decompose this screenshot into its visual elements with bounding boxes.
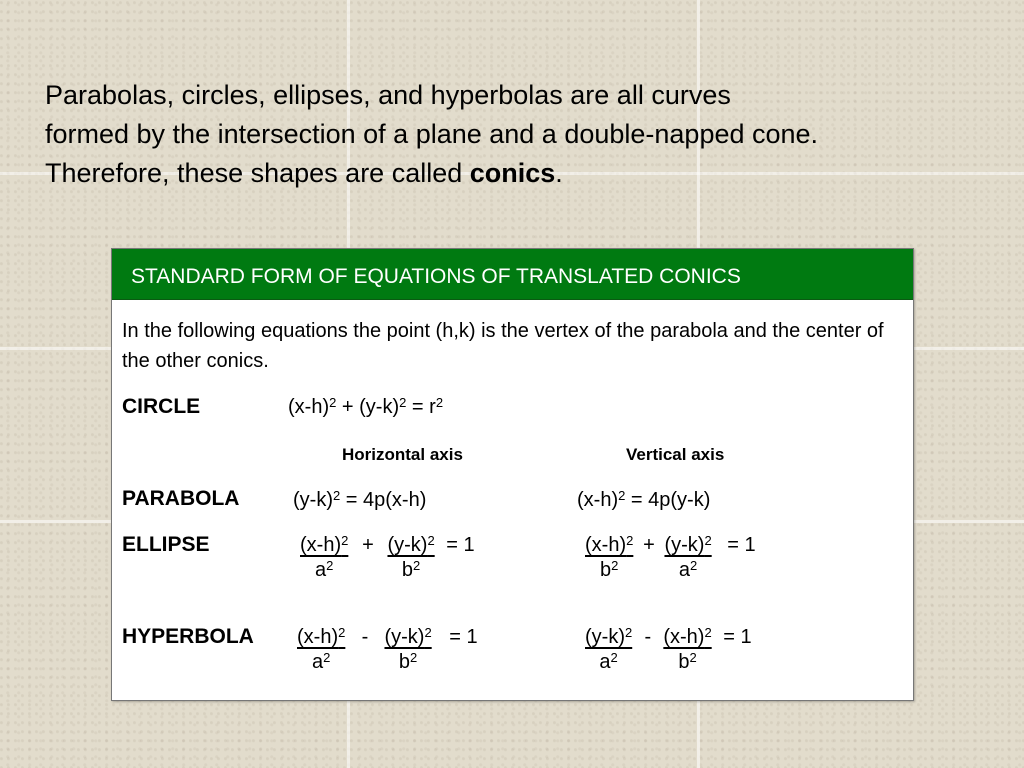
fraction bbox=[585, 534, 633, 582]
fraction bbox=[297, 626, 345, 674]
fraction bbox=[387, 534, 434, 582]
parabola-v-left: (x-h) bbox=[577, 489, 619, 511]
equals-one: = 1 bbox=[727, 534, 756, 556]
operator: - bbox=[644, 626, 652, 648]
conics-formula-box bbox=[111, 248, 914, 701]
denominator: $a^2$ bbox=[678, 558, 698, 581]
fraction bbox=[384, 626, 431, 674]
circle-term-y: + (y-k) bbox=[336, 396, 400, 418]
parabola-v-right: = 4p(y-k) bbox=[625, 489, 711, 511]
fraction bbox=[585, 626, 632, 674]
hyperbola-horizontal-equation bbox=[297, 626, 478, 674]
exponent: 2 bbox=[618, 488, 626, 503]
intro-line-3-text: Therefore, these shapes are called bbox=[45, 158, 470, 188]
hyperbola-vertical-equation bbox=[585, 626, 752, 674]
numerator: $(x-h)^2$ bbox=[585, 533, 634, 556]
circle-label: CIRCLE bbox=[122, 395, 201, 418]
numerator: $(y-k)^2$ bbox=[664, 533, 712, 556]
intro-line-3 bbox=[45, 154, 1005, 193]
equals-one: = 1 bbox=[449, 626, 478, 648]
vertical-axis-heading: Vertical axis bbox=[626, 445, 725, 464]
denominator: $b^2$ bbox=[398, 650, 418, 673]
intro-paragraph bbox=[45, 76, 1005, 193]
circle-term-x: (x-h) bbox=[288, 396, 330, 418]
intro-line-3-end: . bbox=[555, 158, 563, 188]
equals-one: = 1 bbox=[723, 626, 752, 648]
numerator: $(y-k)^2$ bbox=[384, 625, 432, 648]
exponent: 2 bbox=[399, 395, 407, 410]
denominator: $a^2$ bbox=[311, 650, 331, 673]
conics-term: conics bbox=[469, 158, 556, 188]
circle-term-r: = r bbox=[406, 396, 436, 418]
operator: + bbox=[643, 534, 655, 556]
denominator: $b^2$ bbox=[599, 558, 619, 581]
denominator: $b^2$ bbox=[401, 558, 421, 581]
ellipse-horizontal-equation bbox=[300, 534, 475, 582]
horizontal-axis-heading: Horizontal axis bbox=[342, 445, 463, 464]
numerator: $(x-h)^2$ bbox=[663, 625, 712, 648]
numerator: $(y-k)^2$ bbox=[585, 625, 633, 648]
numerator: $(y-k)^2$ bbox=[387, 533, 435, 556]
numerator: $(x-h)^2$ bbox=[300, 533, 349, 556]
fraction bbox=[300, 534, 348, 582]
exponent: 2 bbox=[435, 395, 444, 410]
operator: - bbox=[361, 626, 369, 648]
hyperbola-label: HYPERBOLA bbox=[122, 625, 254, 648]
vertex-note: In the following equations the point (h,k) is the vertex of the parabola and the center of the other conics. bbox=[122, 320, 884, 372]
numerator: $(x-h)^2$ bbox=[297, 625, 346, 648]
box-header: STANDARD FORM OF EQUATIONS OF TRANSLATED CONICS bbox=[112, 249, 913, 300]
operator: + bbox=[362, 534, 374, 556]
equals-one: = 1 bbox=[446, 534, 475, 556]
denominator: $a^2$ bbox=[314, 558, 334, 581]
parabola-label: PARABOLA bbox=[122, 487, 240, 510]
intro-line-2: formed by the intersection of a plane and a double-napped cone. bbox=[45, 119, 819, 149]
denominator: $b^2$ bbox=[678, 650, 697, 673]
denominator: $a^2$ bbox=[599, 650, 618, 673]
ellipse-vertical-equation bbox=[585, 534, 756, 582]
parabola-h-left: (y-k) bbox=[293, 489, 333, 511]
parabola-h-right: = 4p(x-h) bbox=[340, 489, 427, 511]
exponent: 2 bbox=[329, 395, 337, 410]
fraction bbox=[663, 626, 711, 674]
parabola-vertical-equation bbox=[577, 489, 710, 512]
intro-line-1: Parabolas, circles, ellipses, and hyperbolas are all curves bbox=[45, 80, 731, 110]
fraction bbox=[664, 534, 711, 582]
circle-equation bbox=[288, 396, 443, 419]
parabola-horizontal-equation bbox=[293, 489, 426, 512]
exponent: 2 bbox=[332, 488, 341, 503]
ellipse-label: ELLIPSE bbox=[122, 533, 210, 556]
